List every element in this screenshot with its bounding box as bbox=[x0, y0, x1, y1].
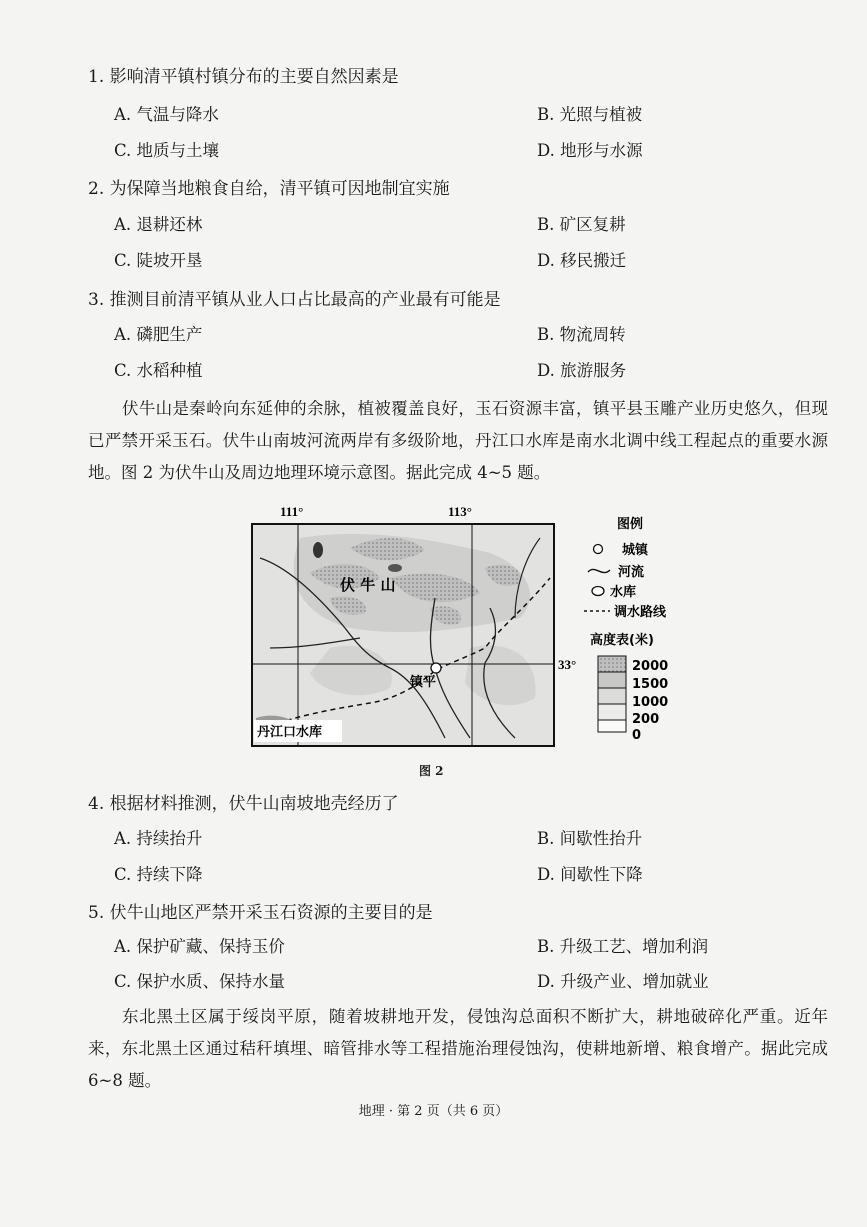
legend-reservoir-icon bbox=[592, 587, 604, 596]
q4-option-b: B. 间歇性抬升 bbox=[537, 829, 643, 848]
elev-band-5 bbox=[598, 720, 626, 732]
town-label: 镇平 bbox=[410, 675, 437, 690]
q2-option-b: B. 矿区复耕 bbox=[537, 215, 626, 234]
question-2-stem: 2. 为保障当地粮食自给，清平镇可因地制宜实施 bbox=[88, 179, 450, 199]
elev-band-1 bbox=[598, 656, 626, 672]
elev-tick-1500: 1500 bbox=[632, 677, 669, 692]
question-1-stem: 1. 影响清平镇村镇分布的主要自然因素是 bbox=[88, 67, 399, 87]
q5-option-c: C. 保护水质、保持水量 bbox=[114, 972, 286, 991]
town-marker bbox=[431, 663, 441, 673]
q1-option-b: B. 光照与植被 bbox=[537, 105, 643, 124]
legend-canal: 调水路线 bbox=[614, 605, 667, 620]
q3-option-c: C. 水稻种植 bbox=[114, 361, 203, 380]
elev-band-2 bbox=[598, 672, 626, 688]
elev-tick-200: 200 bbox=[632, 712, 660, 727]
elev-tick-0: 0 bbox=[632, 728, 642, 743]
elev-band-3 bbox=[598, 688, 626, 704]
q2-option-d: D. 移民搬迁 bbox=[537, 251, 627, 270]
legend-river: 河流 bbox=[618, 565, 645, 580]
lon-left-label: 111° bbox=[280, 504, 304, 519]
elev-band-4 bbox=[598, 704, 626, 720]
question-4-stem: 4. 根据材料推测，伏牛山南坡地壳经历了 bbox=[88, 794, 399, 814]
elev-tick-2000: 2000 bbox=[632, 659, 669, 674]
legend-reservoir: 水库 bbox=[610, 585, 637, 600]
figure-caption: 图 2 bbox=[419, 764, 444, 778]
q5-option-d: D. 升级产业、增加就业 bbox=[537, 972, 709, 991]
q4-option-d: D. 间歇性下降 bbox=[537, 865, 643, 884]
question-3-stem: 3. 推测目前清平镇从业人口占比最高的产业最有可能是 bbox=[88, 290, 501, 310]
q4-option-a: A. 持续抬升 bbox=[114, 829, 203, 848]
q3-option-a: A. 磷肥生产 bbox=[114, 325, 203, 344]
passage-funiu: 伏牛山是秦岭向东延伸的余脉，植被覆盖良好，玉石资源丰富，镇平县玉雕产业历史悠久，但现已严禁开采玉石。伏牛山南坡河流两岸有多级阶地，丹江口水库是南水北调中线工程起点的重要水源地。图 2 为伏牛山及周边地理环境示意图。据此完成 4~5 题。 bbox=[88, 399, 828, 482]
legend-river-icon bbox=[588, 569, 610, 572]
q5-option-b: B. 升级工艺、增加利润 bbox=[537, 937, 709, 956]
legend-town-icon bbox=[594, 545, 603, 554]
q3-option-d: D. 旅游服务 bbox=[537, 361, 627, 380]
q5-option-a: A. 保护矿藏、保持玉价 bbox=[114, 937, 285, 956]
passage-black-soil: 东北黑土区属于绥岗平原，随着坡耕地开发，侵蚀沟总面积不断扩大，耕地破碎化严重。近年来，东北黑土区通过秸秆填埋、暗管排水等工程措施治理侵蚀沟，使耕地新增、粮食增产。据此完成 6~8 题。 bbox=[88, 1007, 828, 1090]
reservoir-label: 丹江口水库 bbox=[257, 725, 323, 740]
map-figure-2 bbox=[240, 498, 710, 760]
q3-option-b: B. 物流周转 bbox=[537, 325, 626, 344]
q2-option-c: C. 陡坡开垦 bbox=[114, 251, 203, 270]
lon-right-label: 113° bbox=[448, 504, 472, 519]
question-5-stem: 5. 伏牛山地区严禁开采玉石资源的主要目的是 bbox=[88, 903, 433, 923]
q1-option-c: C. 地质与土壤 bbox=[114, 141, 220, 160]
q4-option-c: C. 持续下降 bbox=[114, 865, 203, 884]
q2-option-a: A. 退耕还林 bbox=[114, 215, 203, 234]
elevation-title: 高度表(米) bbox=[590, 633, 654, 648]
elev-tick-1000: 1000 bbox=[632, 695, 669, 710]
mountain-label: 伏 牛 山 bbox=[340, 576, 396, 594]
lat-label: 33° bbox=[558, 657, 577, 672]
page-footer: 地理 · 第 2 页（共 6 页） bbox=[358, 1104, 509, 1119]
q1-option-d: D. 地形与水源 bbox=[537, 141, 643, 160]
legend-title: 图例 bbox=[617, 517, 644, 532]
legend-town: 城镇 bbox=[622, 543, 649, 558]
q1-option-a: A. 气温与降水 bbox=[114, 105, 219, 124]
